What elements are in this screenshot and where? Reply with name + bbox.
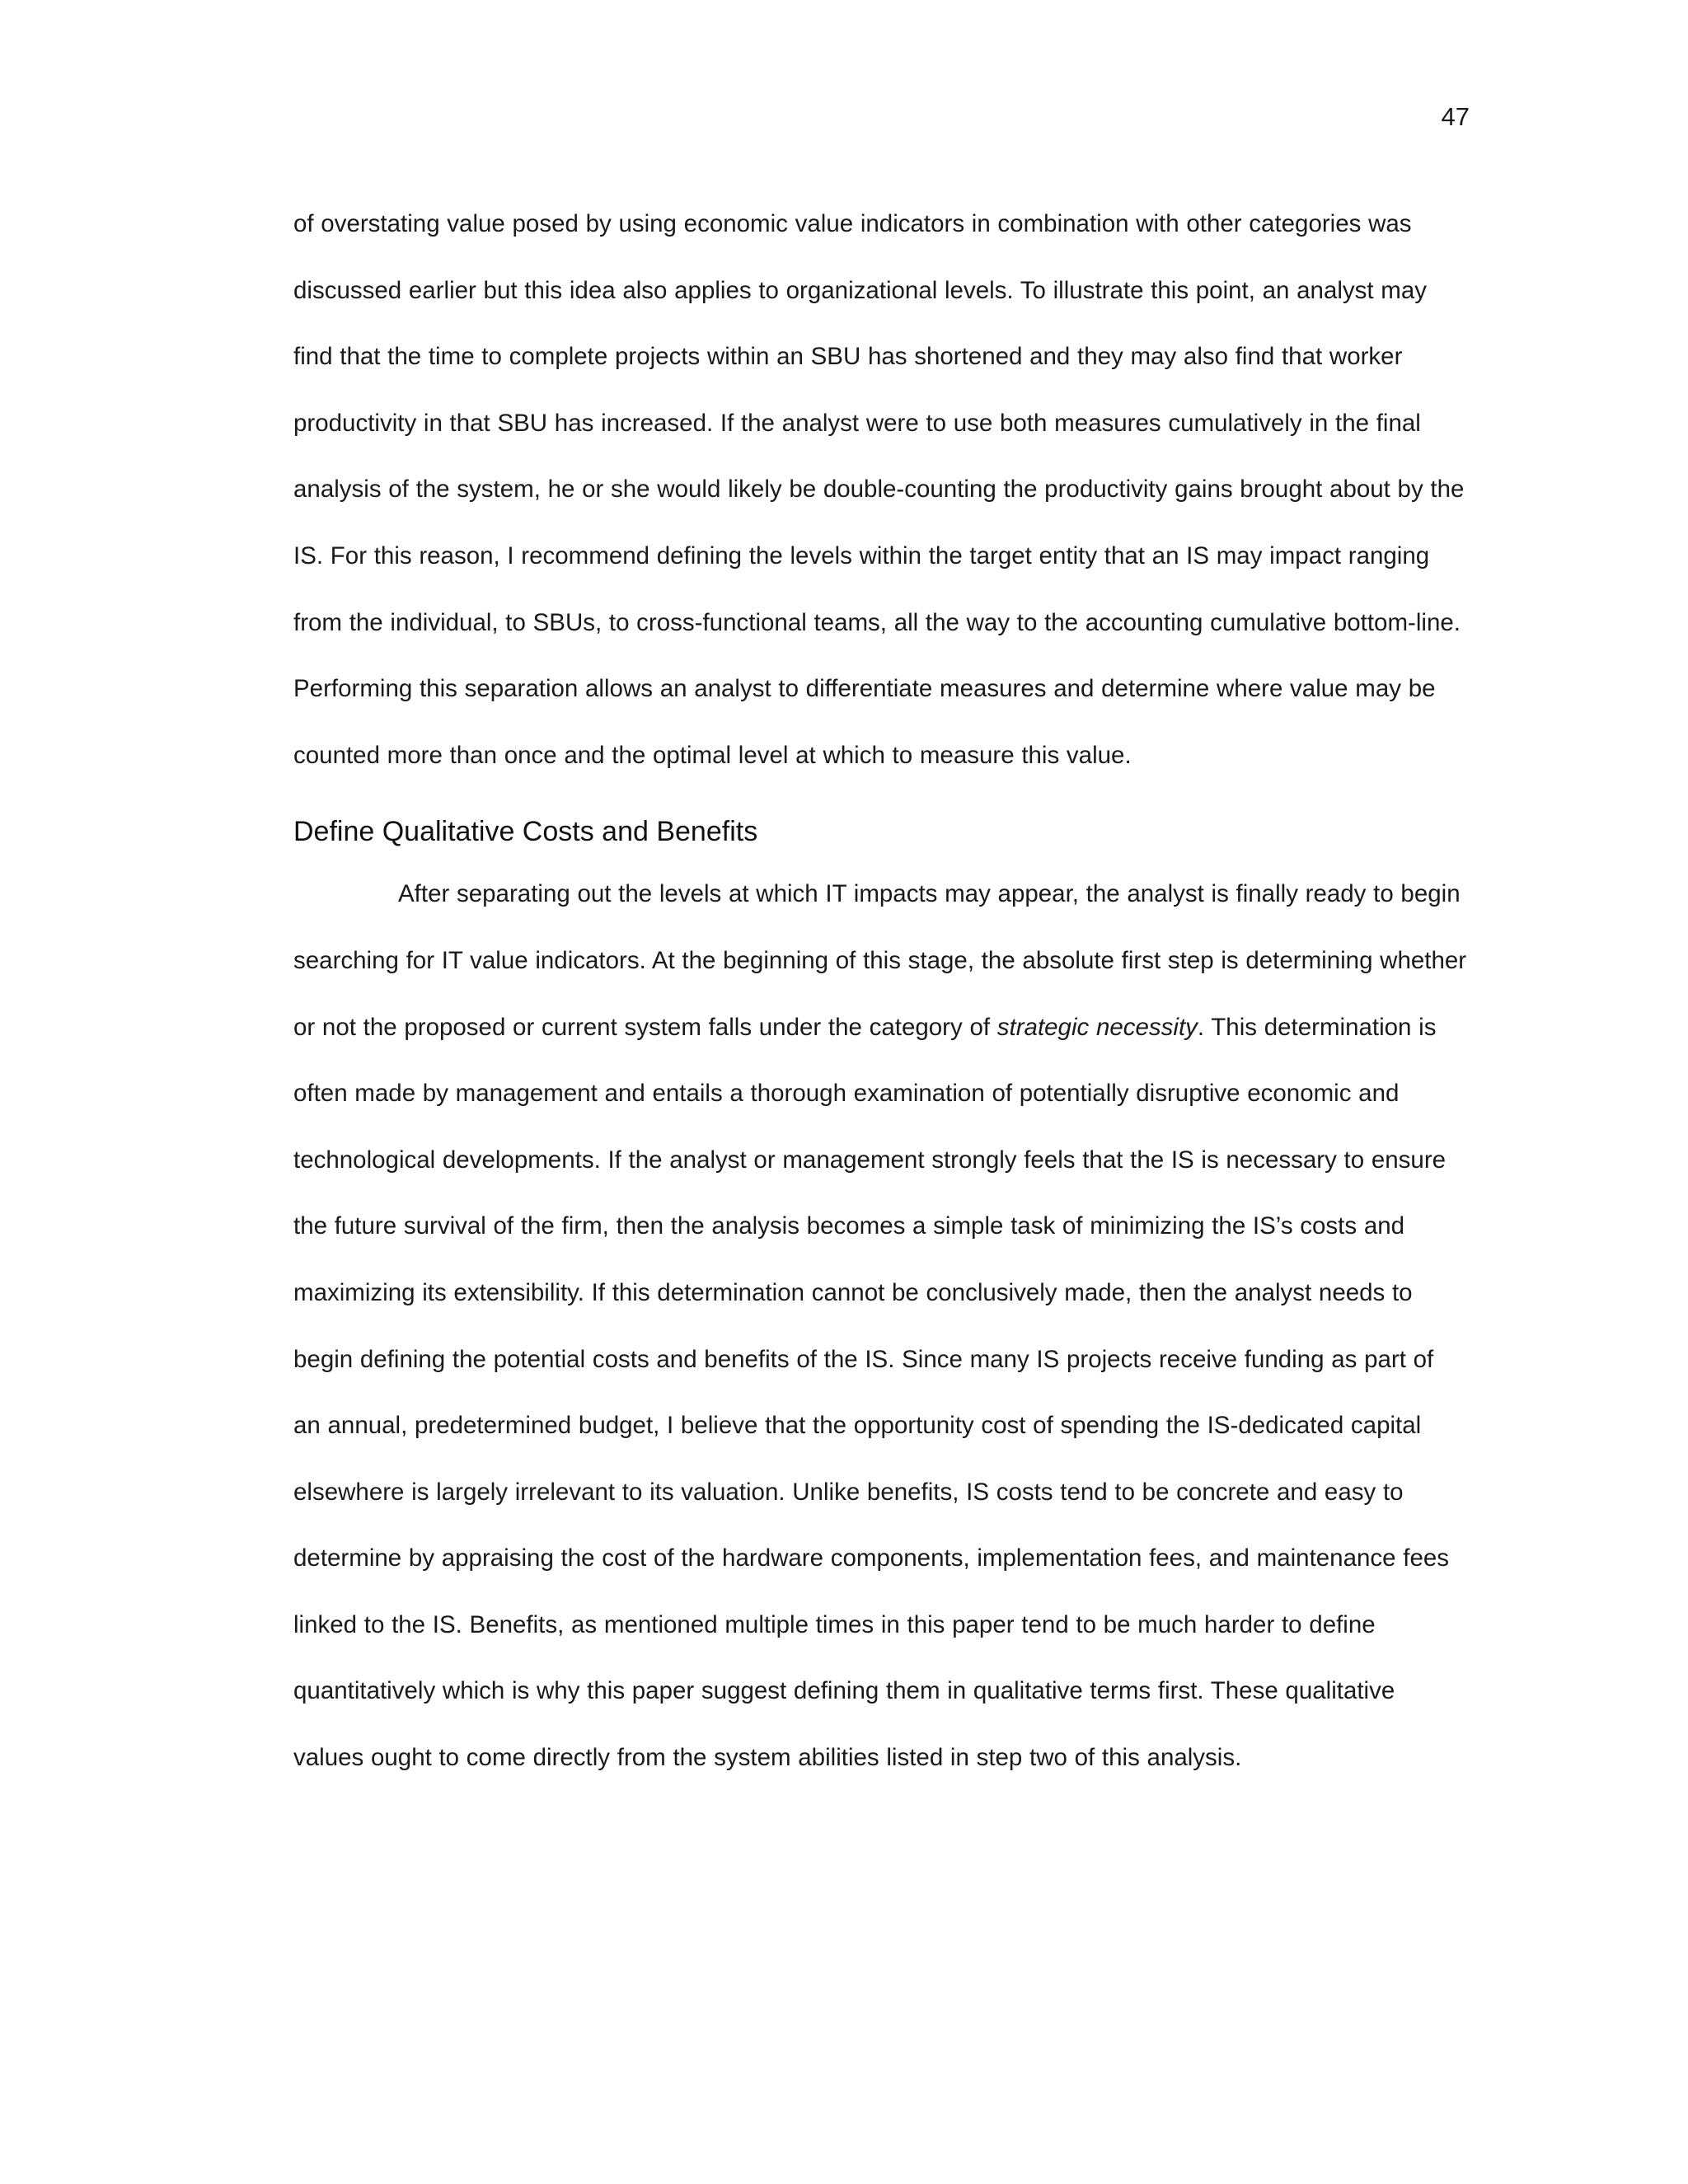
paragraph-text-start: After separating out the levels at which IT impacts may appear, the analyst is finally ready to begin searching for IT value indicators. At the beginning of this stage, the absolute first step is determining whether or not the proposed or current system falls under the category of <box>293 880 1467 1041</box>
section-heading: Define Qualitative Costs and Benefits <box>293 816 758 848</box>
body-paragraph-continued: of overstating value posed by using economic value indicators in combination with other categories was discussed earlier but this idea also applies to organizational levels. To illustrate this point, an analyst may find that the time to complete projects within an SBU has shortened and they may also find that worker productivity in that SBU has increased. If the analyst were to use both measures cumulatively in the final analysis of the system, he or she would likely be double-counting the productivity gains brought about by the IS. For this reason, I recommend defining the levels within the target entity that an IS may impact ranging from the individual, to SBUs, to cross-functional teams, all the way to the accounting cumulative bottom-line. Performing this separation allows an analyst to differentiate measures and determine where value may be counted more than once and the optimal level at which to measure this value. <box>293 210 1465 769</box>
emphasized-term: strategic necessity <box>996 1013 1198 1041</box>
page-content <box>293 191 1467 1792</box>
paragraph-text-end: . This determination is often made by management and entails a thorough examination of potentially disruptive economic and technological developments. If the analyst or management strongly feels that the IS is necessary to ensure the future survival of the firm, then the analysis becomes a simple task of minimizing the IS’s costs and maximizing its extensibility. If this determination cannot be conclusively made, then the analyst needs to begin defining the potential costs and benefits of the IS. Since many IS projects receive funding as part of an annual, predetermined budget, I believe that the opportunity cost of spending the IS-dedicated capital elsewhere is largely irrelevant to its valuation. Unlike benefits, IS costs tend to be concrete and easy to determine by appraising the cost of the hardware components, implementation fees, and maintenance fees linked to the IS. Benefits, as mentioned multiple times in this paper tend to be much harder to define quantitatively which is why this paper suggest defining them in qualitative terms first. These qualitative values ought to come directly from the system abilities listed in step two of this analysis. <box>293 1013 1450 1772</box>
body-paragraph-qualitative <box>293 861 1467 1791</box>
page-number: 47 <box>1441 102 1470 131</box>
